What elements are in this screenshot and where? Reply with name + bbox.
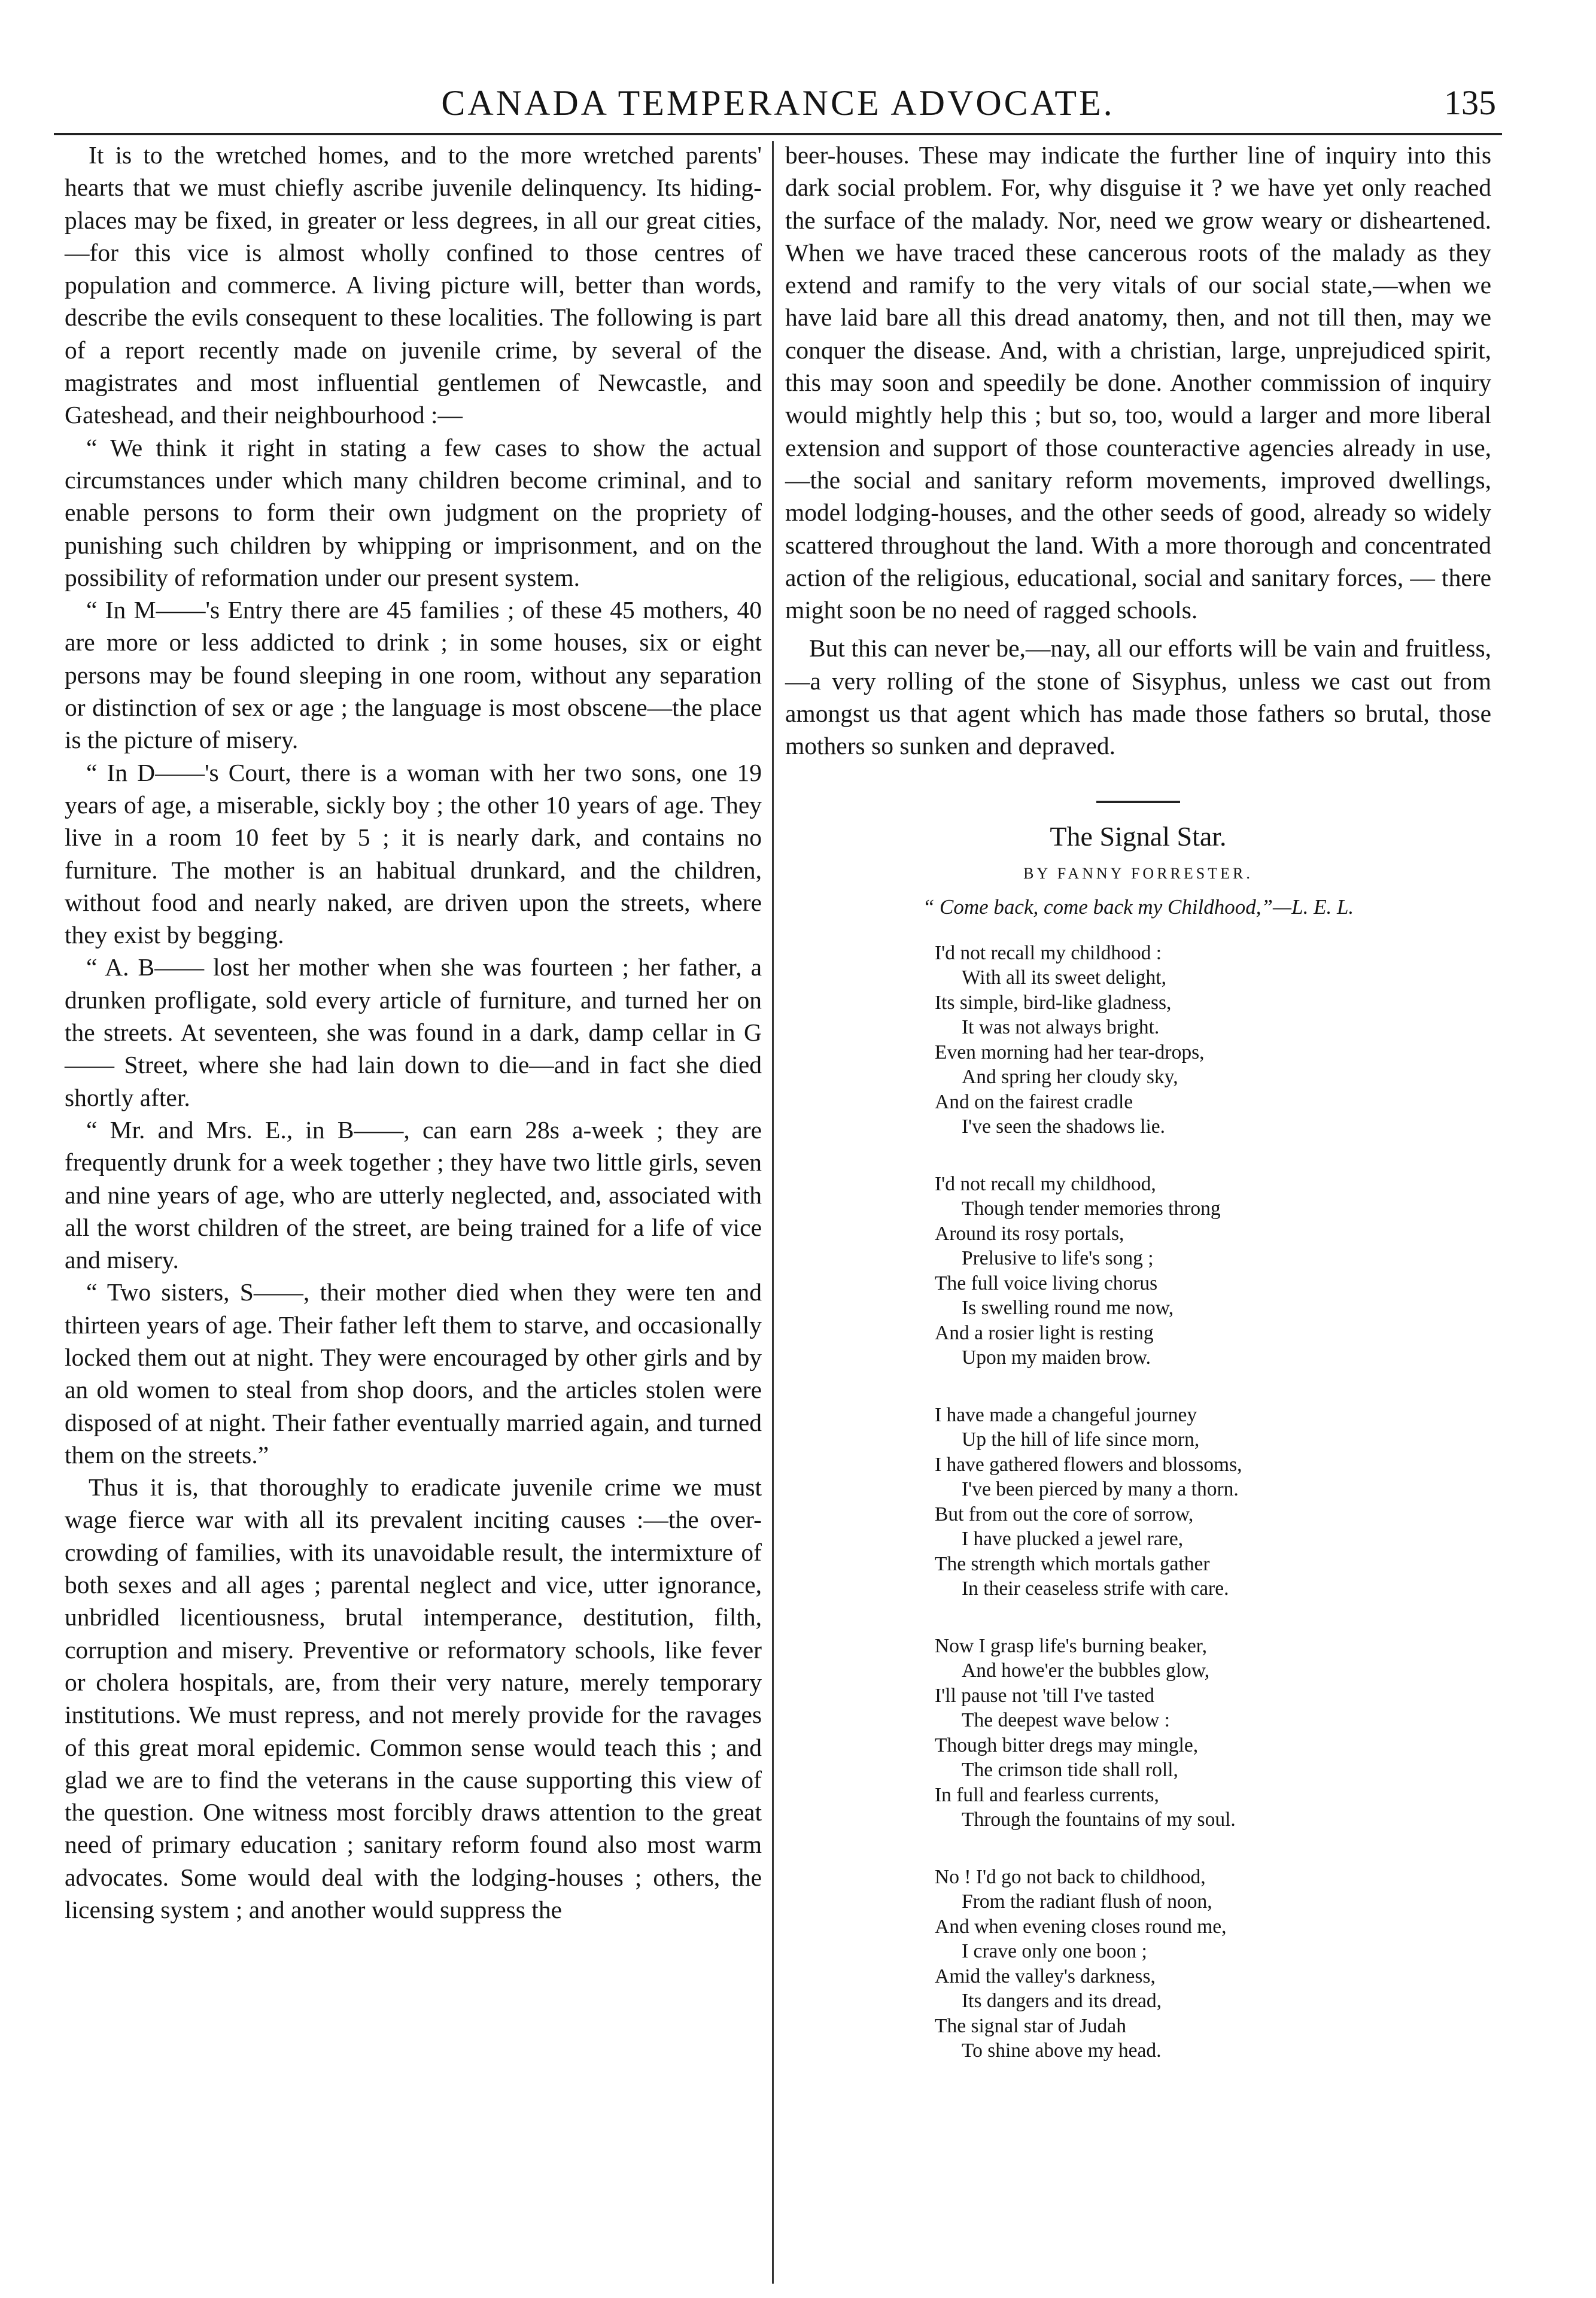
poem-line: And spring her cloudy sky, [962, 1066, 1178, 1089]
poem-line: Is swelling round me now, [962, 1297, 1174, 1320]
column-divider [772, 141, 774, 2284]
poem-line: I'd not recall my childhood, [935, 1172, 1156, 1195]
poem-line: Even morning had her tear-drops, [935, 1041, 1205, 1063]
paragraph: “ In D——'s Court, there is a woman with her two sons, one 19 years of age, a miserable, sickly boy ; the other 10 years of age. They live in a room 10 feet by 5 ; it is nearly dark, and contains no furniture. The mother is an habitual drunkard, and the children, without food and nearly naked, are driven upon the streets, where they exist by begging. [65, 758, 762, 949]
poem-line: And howe'er the bubbles glow, [962, 1659, 1210, 1682]
poem-line: And a rosier light is resting [935, 1321, 1154, 1344]
header-rule [54, 133, 1502, 135]
poem-line: I'll pause not 'till I've tasted [935, 1684, 1154, 1707]
publication-title: CANADA TEMPERANCE ADVOCATE. [441, 83, 1115, 123]
poem-line: Though tender memories throng [962, 1197, 1221, 1220]
paragraph: Thus it is, that thoroughly to eradicate juvenile crime we must wage fierce war with all its prevalent inciting causes :—the over-crowding of families, with its unavoidable result, the intermixture of both sexes and all ages ; parental neglect and vice, utter ignorance, unbridled licentiousness, brutal intemperance, destitution, filth, corruption and misery. Preventive or reformatory schools, like fever or cholera hospitals, are, from their very nature, merely temporary institutions. We must repress, and not merely provide for the ravages of this great moral epidemic. Common sense would teach this ; and glad we are to find the veterans in the cause supporting this view of the question. One witness most forcibly draws attention to the great need of primary education ; sanitary reform found also most warm advocates. Some would deal with the lodging-houses ; others, the licensing system ; and another would suppress the [65, 1473, 762, 1924]
poem-line: And when evening closes round me, [935, 1915, 1227, 1938]
poem-line: I have made a changeful journey [935, 1403, 1197, 1426]
page-header [54, 83, 1502, 130]
poem-line: It was not always bright. [962, 1016, 1160, 1039]
paragraph: “ A. B—— lost her mother when she was fourteen ; her father, a drunken profligate, sold every article of furniture, and turned her on the streets. At seventeen, she was found in a dark, damp cellar in G—— Street, where she had lain down to die—and in fact she died shortly after. [65, 953, 762, 1111]
poem-stanza [935, 1865, 1491, 2063]
paragraph: “ We think it right in stating a few cases to show the actual circumstances under which many children become criminal, and to enable persons to form their own judgment on the propriety of punishing such children by whipping or imprisonment, and on the possibility of reformation under our present system. [65, 433, 762, 591]
poem-line: I have gathered flowers and blossoms, [935, 1453, 1242, 1476]
poem-line: With all its sweet delight, [962, 966, 1166, 989]
poem-line: Amid the valley's darkness, [935, 1965, 1156, 1987]
poem-line: I crave only one boon ; [962, 1940, 1147, 1963]
poem-line: The deepest wave below : [962, 1709, 1170, 1732]
poem-line: The full voice living chorus [935, 1272, 1158, 1294]
poem-line: I've seen the shadows lie. [962, 1115, 1166, 1138]
poem-epigraph: “ Come back, come back my Childhood,”—L. E. L. [922, 895, 1354, 919]
poem-line: The signal star of Judah [935, 2014, 1127, 2037]
paragraph: But this can never be,—nay, all our efforts will be vain and fruitless,—a very rolling of the stone of Sisyphus, unless we cast out from amongst us that agent which has made those fathers so brutal, those mothers so sunken and depraved. [785, 634, 1491, 760]
poem-line: Around its rosy portals, [935, 1222, 1124, 1245]
right-column [785, 139, 1491, 2096]
poem-line: I have plucked a jewel rare, [962, 1528, 1184, 1551]
poem-line: To shine above my head. [962, 2039, 1162, 2062]
poem-line: But from out the core of sorrow, [935, 1503, 1194, 1525]
poem-line: And on the fairest cradle [935, 1090, 1133, 1113]
paragraph: “ Mr. and Mrs. E., in B——, can earn 28s a-week ; they are frequently drunk for a week together ; they have two little girls, seven and nine years of age, who are utterly neglected, and, associated with all the worst children of the street, are being trained for a life of vice and misery. [65, 1115, 762, 1274]
poem-line: From the radiant flush of noon, [962, 1890, 1212, 1913]
poem-stanza [935, 1403, 1491, 1601]
poem-line: I've been pierced by many a thorn. [962, 1478, 1239, 1501]
paragraph: “ In M——'s Entry there are 45 families ; of these 45 mothers, 40 are more or less addicted to drink ; in some houses, six or eight persons may be found sleeping in one room, without any separation or distinction of sex or age ; the language is most obscene—the place is the picture of misery. [65, 596, 762, 754]
page-number: 135 [1444, 83, 1496, 122]
poem [785, 819, 1491, 2063]
poem-author: BY FANNY FORRESTER. [1023, 864, 1253, 882]
section-divider [1096, 801, 1180, 803]
poem-line: Upon my maiden brow. [962, 1346, 1151, 1369]
poem-line: Its simple, bird-like gladness, [935, 991, 1172, 1014]
paragraph: It is to the wretched homes, and to the more wretched parents' hearts that we must chiefly ascribe juvenile delinquency. Its hiding-places may be fixed, in greater or less degrees, in all our great cities,—for this vice is almost wholly confined to those centres of population and commerce. A living picture will, better than words, describe the evils consequent to these localities. The following is part of a report recently made on juvenile crime, by several of the magistrates and most influential gentlemen of Newcastle, and Gateshead, and their neighbourhood :— [65, 141, 762, 429]
poem-line: Though bitter dregs may mingle, [935, 1734, 1199, 1756]
poem-line: In their ceaseless strife with care. [962, 1577, 1229, 1600]
poem-line: Up the hill of life since morn, [962, 1428, 1200, 1451]
poem-title: The Signal Star. [1050, 820, 1227, 852]
poem-stanza [935, 1172, 1491, 1370]
poem-stanza [935, 941, 1491, 1139]
poem-line: Prelusive to life's song ; [962, 1247, 1154, 1270]
left-column [65, 139, 762, 1926]
poem-line: I'd not recall my childhood : [935, 941, 1162, 964]
poem-line: Through the fountains of my soul. [962, 1808, 1236, 1831]
poem-stanza [935, 1634, 1491, 1832]
poem-line: The strength which mortals gather [935, 1552, 1210, 1575]
poem-line: No ! I'd go not back to childhood, [935, 1865, 1206, 1888]
paragraph: beer-houses. These may indicate the further line of inquiry into this dark social problem. For, why disguise it ? we have yet only reached the surface of the malady. Nor, need we grow weary or disheartened. When we have traced these cancerous roots of the malady as they extend and ramify to the very vitals of our social state,—when we have laid bare all this dread anatomy, then, and not till then, may we conquer the disease. And, with a christian, large, unprejudiced spirit, this may soon and speedily be done. Another commission of inquiry would mightly help this ; but so, too, would a larger and more liberal extension and support of those counteractive agencies already in use,—the social and sanitary reform movements, improved dwellings, model lodging-houses, and the other seeds of good, already so widely scattered throughout the land. With a more thorough and concentrated action of the religious, educational, social and sanitary forces, — there might soon be no need of ragged schools. [785, 141, 1491, 624]
poem-line: Its dangers and its dread, [962, 1990, 1162, 2013]
poem-line: Now I grasp life's burning beaker, [935, 1634, 1207, 1657]
poem-line: In full and fearless currents, [935, 1783, 1159, 1806]
paragraph: “ Two sisters, S——, their mother died when they were ten and thirteen years of age. Their father left them to starve, and occasionally locked them out at night. They were encouraged by other girls and by an old women to steal from shop doors, and the articles stolen were disposed of at night. Their father eventually married again, and turned them on the streets.” [65, 1278, 762, 1469]
poem-line: The crimson tide shall roll, [962, 1759, 1178, 1782]
